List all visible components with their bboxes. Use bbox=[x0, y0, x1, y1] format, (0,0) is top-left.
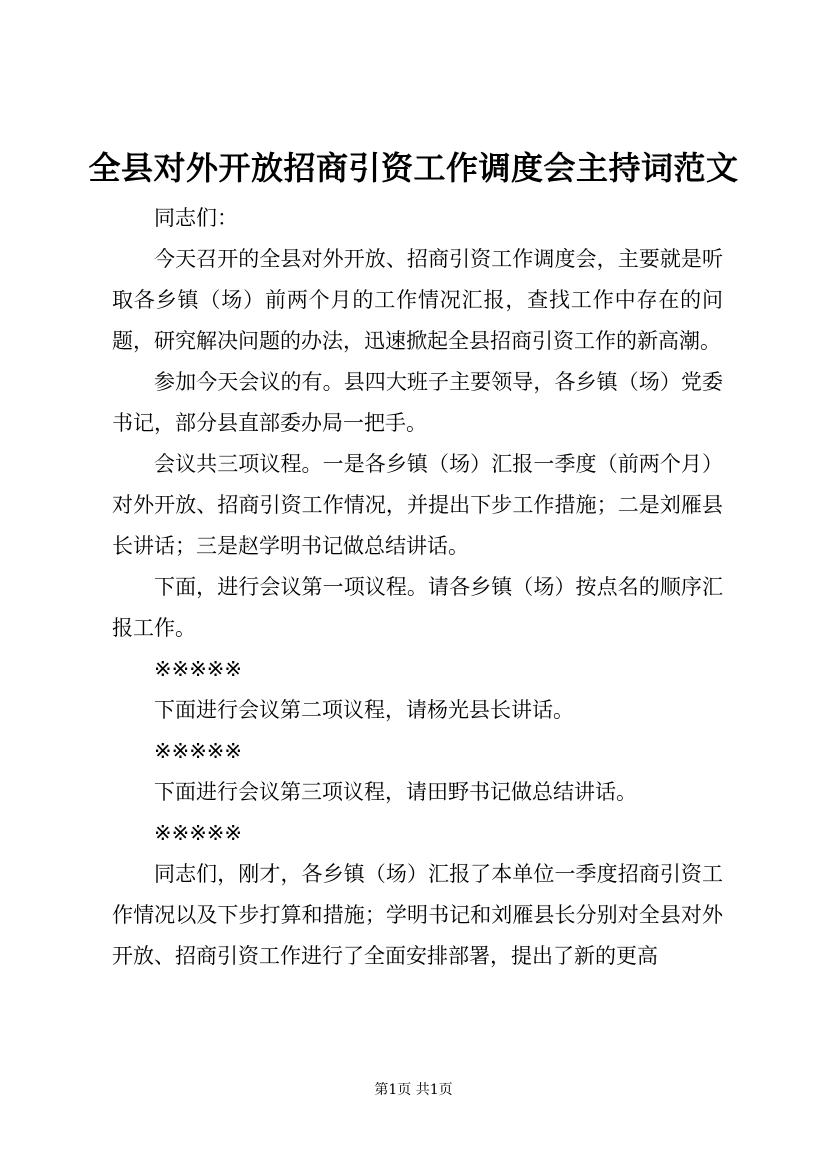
paragraph-purpose: 今天召开的全县对外开放、招商引资工作调度会，主要就是听取各乡镇（场）前两个月的工作情况汇报，查找工作中存在的问题，研究解决问题的办法，迅速掀起全县招商引资工作的新高潮。 bbox=[112, 247, 723, 353]
document-title: 全县对外开放招商引资工作调度会主持词范文 bbox=[88, 149, 739, 187]
paragraph-separator: ※※※※※ bbox=[154, 657, 242, 681]
paragraph-agenda: 会议共三项议程。一是各乡镇（场）汇报一季度（前两个月）对外开放、招商引资工作情况，并提出下步工作措施；二是刘雁县长讲话；三是赵学明书记做总结讲话。 bbox=[112, 452, 723, 558]
paragraph-summary: 同志们，刚才，各乡镇（场）汇报了本单位一季度招商引资工作情况以及下步打算和措施；学明书记和刘雁县长分别对全县对外开放、招商引资工作进行了全面安排部署，提出了新的更高 bbox=[112, 862, 723, 968]
paragraph-agenda-item-1: 下面，进行会议第一项议程。请各乡镇（场）按点名的顺序汇报工作。 bbox=[112, 575, 723, 640]
paragraph-greeting: 同志们： bbox=[154, 206, 238, 230]
paragraph-separator: ※※※※※ bbox=[154, 821, 242, 845]
paragraph-attendees: 参加今天会议的有。县四大班子主要领导，各乡镇（场）党委书记，部分县直部委办局一把手。 bbox=[112, 370, 723, 435]
paragraph-agenda-item-3: 下面进行会议第三项议程，请田野书记做总结讲话。 bbox=[154, 780, 637, 804]
paragraph-separator: ※※※※※ bbox=[154, 739, 242, 763]
paragraph-agenda-item-2: 下面进行会议第二项议程，请杨光县长讲话。 bbox=[154, 698, 574, 722]
page-footer: 第1页 共1页 bbox=[374, 1082, 453, 1098]
document-body bbox=[112, 198, 723, 977]
